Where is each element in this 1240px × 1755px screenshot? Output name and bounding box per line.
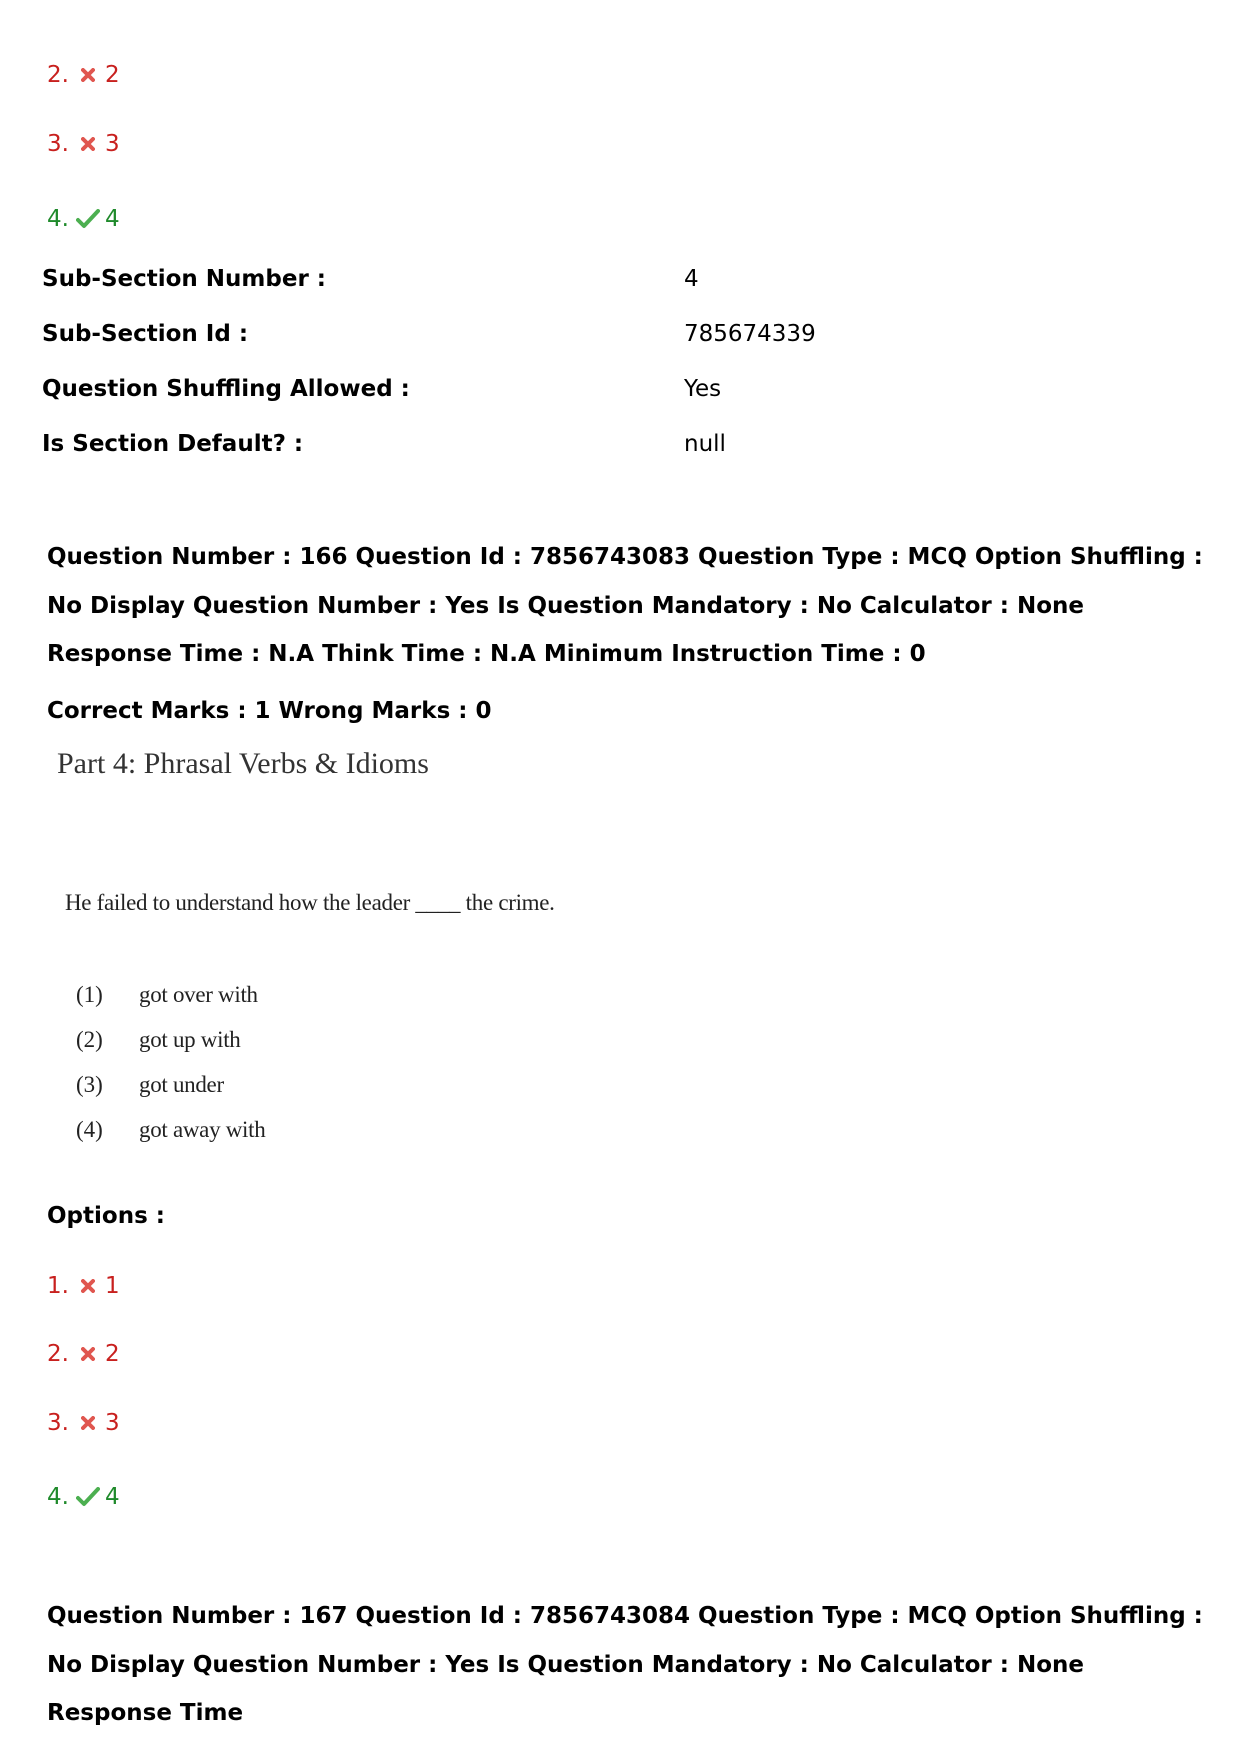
choice-number: (1)	[76, 982, 103, 1007]
option-number: 4.	[47, 1484, 69, 1510]
options-label: Options :	[47, 1203, 165, 1229]
option-row	[47, 204, 120, 234]
option-number: 3.	[47, 1410, 69, 1436]
question-meta: Question Number : 166 Question Id : 7856743083 Question Type : MCQ Option Shuffling : No Display Question Number : Yes Is Question Mandatory : No Calculator : None Response Time : N.A Think Time : N.A Minimum Instruction Time : 0	[47, 544, 1203, 667]
choice-text: got over with	[139, 982, 258, 1007]
option-value: 2	[104, 62, 120, 88]
section-default-label: Is Section Default? :	[42, 431, 304, 457]
option-row	[47, 129, 120, 159]
option-row	[47, 1339, 120, 1369]
sub-section-number-label: Sub-Section Number :	[42, 266, 327, 292]
cross-icon	[75, 1416, 101, 1430]
check-icon	[75, 1487, 101, 1507]
question-shuffling-value: Yes	[684, 376, 722, 402]
option-row	[47, 1408, 120, 1438]
sub-section-id-value: 785674339	[684, 321, 816, 347]
marks-info: Correct Marks : 1 Wrong Marks : 0	[47, 698, 492, 724]
cross-icon	[75, 137, 101, 151]
section-default-value: null	[684, 431, 726, 457]
option-value: 3	[104, 131, 120, 157]
option-row	[47, 1271, 120, 1301]
choice-number: (3)	[76, 1072, 103, 1097]
option-row	[47, 1482, 120, 1512]
option-value: 4	[104, 1484, 120, 1510]
choice-number: (2)	[76, 1027, 103, 1052]
cross-icon	[75, 1347, 101, 1361]
cross-icon	[75, 68, 101, 82]
check-icon	[75, 209, 101, 229]
option-value: 2	[104, 1341, 120, 1367]
option-number: 1.	[47, 1273, 69, 1299]
option-value: 3	[104, 1410, 120, 1436]
choice-text: got up with	[139, 1027, 241, 1052]
choice-text: got under	[139, 1072, 224, 1097]
question-text: He failed to understand how the leader ____ the crime.	[65, 890, 555, 915]
part-title: Part 4: Phrasal Verbs & Idioms	[57, 747, 429, 780]
question-shuffling-label: Question Shuffling Allowed :	[42, 376, 410, 402]
option-number: 3.	[47, 131, 69, 157]
option-number: 2.	[47, 62, 69, 88]
cross-icon	[75, 1279, 101, 1293]
option-number: 4.	[47, 206, 69, 232]
choice-text: got away with	[139, 1117, 266, 1142]
sub-section-number-value: 4	[684, 266, 699, 292]
question-meta: Question Number : 167 Question Id : 7856743084 Question Type : MCQ Option Shuffling : No Display Question Number : Yes Is Question Mandatory : No Calculator : None Response Time	[47, 1603, 1203, 1726]
sub-section-id-label: Sub-Section Id :	[42, 321, 249, 347]
option-number: 2.	[47, 1341, 69, 1367]
option-value: 1	[104, 1273, 120, 1299]
choice-number: (4)	[76, 1117, 103, 1142]
option-row	[47, 60, 120, 90]
option-value: 4	[104, 206, 120, 232]
